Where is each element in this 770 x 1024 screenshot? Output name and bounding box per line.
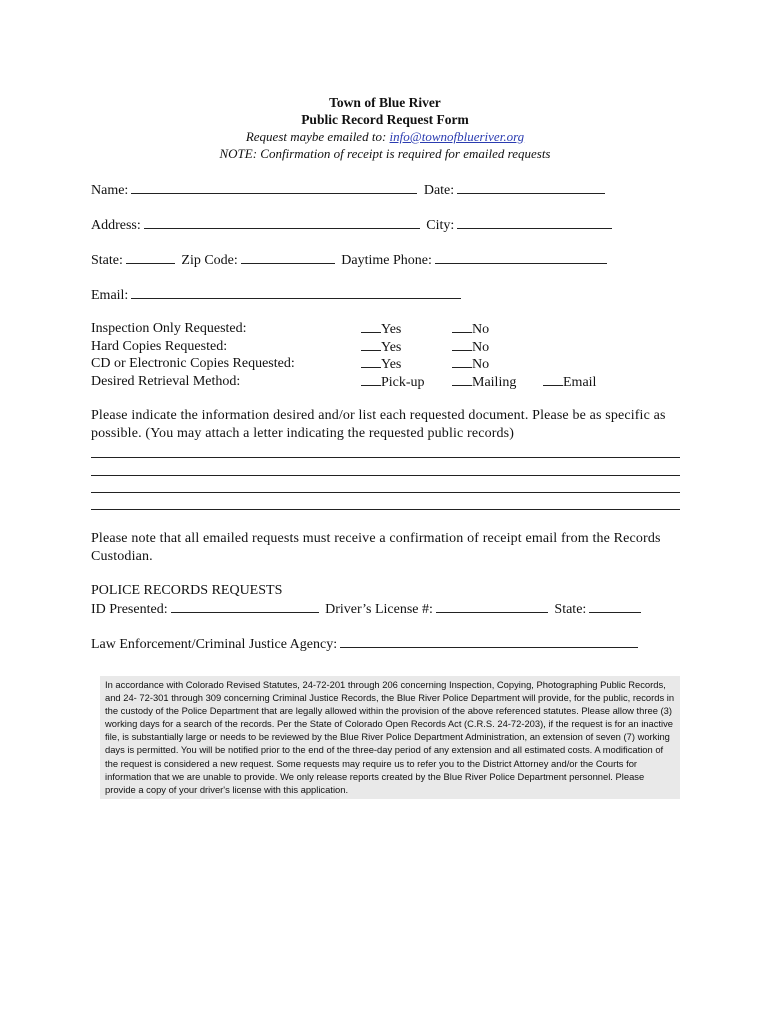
request-label: Hard Copies Requested:	[91, 338, 228, 354]
email-row	[91, 286, 464, 305]
email-field[interactable]	[131, 286, 461, 299]
agency-row	[91, 635, 641, 654]
name-field[interactable]	[131, 181, 417, 194]
option-label: Email	[563, 374, 597, 390]
option-blank[interactable]	[361, 373, 381, 386]
legal-notice: In accordance with Colorado Revised Statutes, 24-72-201 through 206 concerning Inspection, Copying, Photographing Public Records, and 24- 72-301 through 309 concerning Criminal Justice Records, the Blue River Police Department will provide, for the public, records in the custody of the Police Department that are legally allowed within the provision of the above referenced statutes. Please allow three (3) working days for a search of the records. Per the State of Colorado Open Records Act (C.R.S. 24-72-203), if the request is for an inactive file, is substantially large or needs to be reviewed by the Blue River Police Department Administration, an extension of seven (7) working days is permitted. You will be notified prior to the end of the three-day period of any extension and all estimated costs. A modification of the request is considered a new request. Some requests may require us to refer you to the District Attorney and/or the Courts for information that we are unable to provide. We only release reports created by the Blue River Police Department personnel. Please provide a copy of your driver's license with this application.	[100, 676, 680, 799]
police-id-row	[91, 600, 644, 619]
option-yes[interactable]	[361, 320, 401, 339]
option-yes[interactable]	[361, 355, 401, 374]
id-presented-label: ID Presented:	[91, 602, 168, 617]
police-heading: POLICE RECORDS REQUESTS	[91, 583, 283, 598]
option-label: No	[472, 357, 490, 372]
option-no[interactable]	[452, 320, 489, 339]
option-blank[interactable]	[361, 320, 381, 333]
option-blank[interactable]	[452, 320, 472, 333]
email-link[interactable]: info@townofblueriver.org	[389, 129, 525, 144]
id-presented-field[interactable]	[171, 600, 319, 613]
agency-label: Law Enforcement/Criminal Justice Agency:	[91, 637, 338, 652]
option-label: No	[472, 339, 490, 355]
request-line[interactable]	[91, 457, 680, 458]
form-header	[0, 94, 770, 162]
address-field[interactable]	[144, 216, 420, 229]
zip-field[interactable]	[241, 251, 335, 264]
date-field[interactable]	[457, 181, 605, 194]
city-field[interactable]	[457, 216, 612, 229]
request-line[interactable]	[91, 509, 680, 510]
option-email[interactable]	[543, 373, 596, 392]
option-label: Pick-up	[381, 374, 425, 390]
option-blank[interactable]	[452, 338, 472, 351]
city-label: City:	[426, 218, 455, 233]
police-state-field[interactable]	[589, 600, 641, 613]
address-label: Address:	[91, 218, 141, 233]
police-state-label: State:	[554, 602, 587, 617]
option-blank[interactable]	[452, 355, 472, 368]
option-blank[interactable]	[361, 355, 381, 368]
option-pickup[interactable]	[361, 373, 425, 392]
license-label: Driver’s License #:	[325, 602, 433, 617]
form-title: Public Record Request Form	[301, 112, 469, 127]
option-no[interactable]	[452, 355, 489, 374]
option-label: Mailing	[472, 374, 517, 390]
confirmation-note: Please note that all emailed requests must receive a confirmation of receipt email from the Records Custodian.	[91, 531, 661, 564]
confirmation-note-header: NOTE: Confirmation of receipt is required for emailed requests	[219, 146, 551, 161]
town-name: Town of Blue River	[329, 95, 441, 110]
option-mailing[interactable]	[452, 373, 516, 392]
option-label: Yes	[381, 339, 402, 355]
email-label: Email:	[91, 288, 129, 303]
option-blank[interactable]	[452, 373, 472, 386]
phone-field[interactable]	[435, 251, 607, 264]
name-label: Name:	[91, 183, 129, 198]
request-line[interactable]	[91, 492, 680, 493]
request-label: Desired Retrieval Method:	[91, 373, 241, 389]
option-blank[interactable]	[361, 338, 381, 351]
option-no[interactable]	[452, 338, 489, 357]
option-label: Yes	[381, 322, 402, 337]
request-label: CD or Electronic Copies Requested:	[91, 356, 295, 371]
state-zip-phone-row	[91, 251, 610, 270]
date-label: Date:	[423, 183, 455, 198]
request-label: Inspection Only Requested:	[91, 321, 247, 336]
address-city-row	[91, 216, 615, 235]
state-label: State:	[91, 253, 123, 268]
option-blank[interactable]	[543, 373, 563, 386]
option-label: No	[472, 322, 490, 337]
state-field[interactable]	[126, 251, 175, 264]
instructions-text: Please indicate the information desired and/or list each requested document. Please be as specific as possible. (You may attach a letter indicating the requested public records)	[91, 408, 666, 441]
request-line[interactable]	[91, 475, 680, 476]
zip-label: Zip Code:	[181, 253, 238, 268]
option-label: Yes	[381, 357, 402, 372]
license-field[interactable]	[436, 600, 548, 613]
option-yes[interactable]	[361, 338, 401, 357]
phone-label: Daytime Phone:	[341, 253, 432, 268]
name-date-row	[91, 181, 608, 200]
email-instruction	[0, 128, 770, 145]
email-instruction-text: Request maybe emailed to:	[245, 129, 390, 144]
agency-field[interactable]	[340, 635, 638, 648]
